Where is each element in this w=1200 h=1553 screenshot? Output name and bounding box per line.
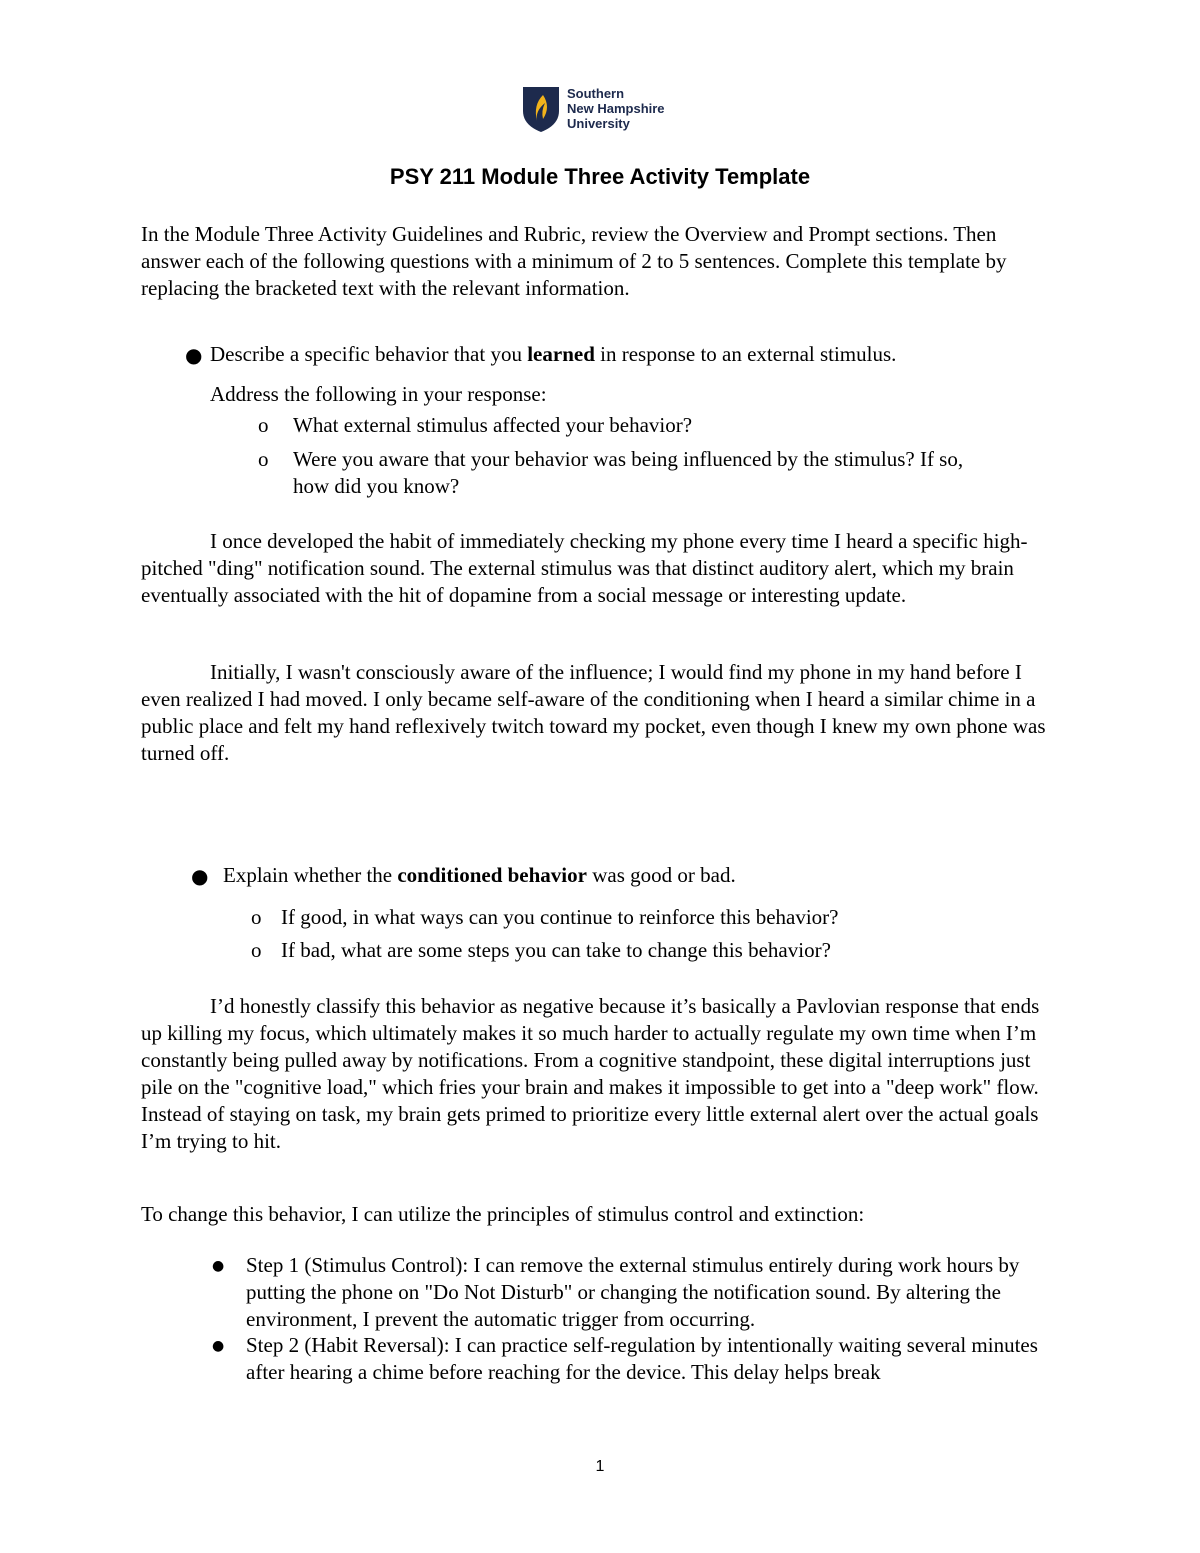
- question-1-address: Address the following in your response:: [210, 382, 547, 406]
- question-2-sub-2: If bad, what are some steps you can take to change this behavior?: [281, 938, 831, 962]
- sub-bullet-icon: o: [251, 938, 262, 962]
- page-number: 1: [595, 1458, 605, 1475]
- shield-icon: [521, 85, 561, 133]
- bullet-icon: ●: [185, 343, 203, 367]
- bullet-icon: ●: [212, 1258, 225, 1274]
- question-2-sub-1: If good, in what ways can you continue to reinforce this behavior?: [281, 905, 839, 929]
- step-2: Step 2 (Habit Reversal): I can practice self-regulation by intentionally waiting several minutes after hearing a chime before reaching for the device. This delay helps break: [246, 1333, 1038, 1384]
- bullet-icon: ●: [191, 864, 209, 888]
- logo-wordmark: Southern New Hampshire University: [567, 86, 665, 131]
- question-2: Explain whether the conditioned behavior was good or bad.: [223, 863, 736, 887]
- bullet-icon: ●: [212, 1338, 225, 1354]
- intro-paragraph: In the Module Three Activity Guidelines and Rubric, review the Overview and Prompt sections. Then answer each of the following questions with a minimum of 2 to 5 sentences. Complete this template by replacing the bracketed text with the relevant information.: [141, 222, 1007, 300]
- question-1: Describe a specific behavior that you learned in response to an external stimulus.: [210, 342, 897, 366]
- sub-bullet-icon: o: [258, 413, 269, 437]
- sub-bullet-icon: o: [251, 905, 262, 929]
- question-1-sub-1: What external stimulus affected your behavior?: [293, 413, 693, 437]
- answer-2-paragraph-1: I’d honestly classify this behavior as negative because it’s basically a Pavlovian response that ends up killing my focus, which ultimately makes it so much harder to actually regulate my own time when I’m constantly being pulled away by notifications. From a cognitive standpoint, these digital interruptions just pile on the "cognitive load," which fries your brain and makes it impossible to get into a "deep work" flow. Instead of staying on task, my brain gets primed to prioritize every little external alert over the actual goals I’m trying to hit.: [141, 994, 1040, 1153]
- answer-1-paragraph-2: Initially, I wasn't consciously aware of the influence; I would find my phone in my hand before I even realized I had moved. I only became self-aware of the conditioning when I heard a similar chime in a public place and felt my hand reflexively twitch toward my pocket, even though I knew my own phone was turned off.: [141, 660, 1046, 765]
- university-logo: [521, 85, 691, 133]
- question-1-sub-2: Were you aware that your behavior was being influenced by the stimulus? If so, how did you know?: [293, 447, 964, 498]
- answer-1-paragraph-1: I once developed the habit of immediately checking my phone every time I heard a specific high-pitched "ding" notification sound. The external stimulus was that distinct auditory alert, which my brain eventually associated with the hit of dopamine from a social message or interesting update.: [141, 529, 1028, 607]
- page-title: PSY 211 Module Three Activity Template: [389, 164, 811, 189]
- sub-bullet-icon: o: [258, 447, 269, 471]
- answer-2-paragraph-2: To change this behavior, I can utilize the principles of stimulus control and extinction:: [141, 1202, 865, 1226]
- step-1: Step 1 (Stimulus Control): I can remove the external stimulus entirely during work hours by putting the phone on "Do Not Disturb" or changing the notification sound. By altering the environment, I prevent the automatic trigger from occurring.: [246, 1253, 1020, 1331]
